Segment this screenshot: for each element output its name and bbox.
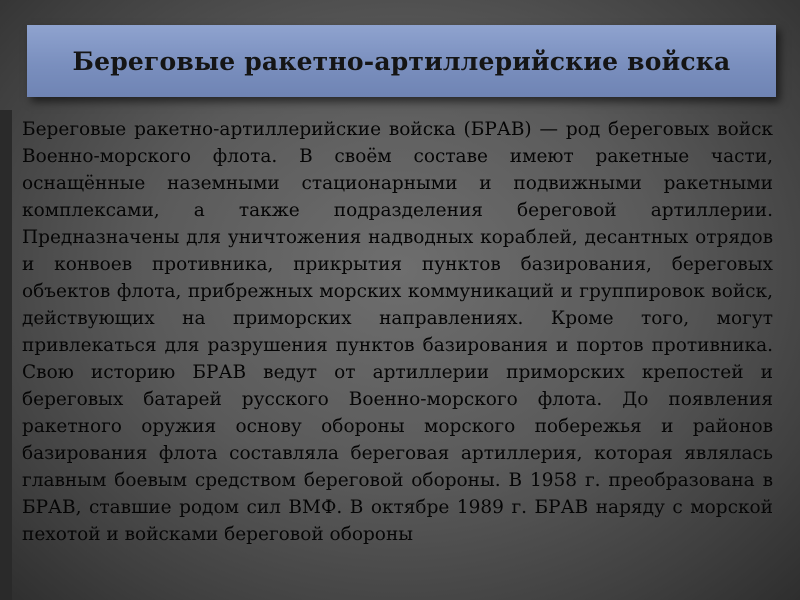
left-accent-bar	[0, 110, 12, 600]
slide-body-text: Береговые ракетно-артиллерийские войска (БРАВ) — род береговых войск Военно-морского флота. В своём составе имеют ракетные части, оснащённые наземными стационарными и подвижными ракетными комплексами, а также подразделения береговой артиллерии. Предназначены для уничтожения надводных кораблей, десантных отрядов и конвоев противника, прикрытия пунктов базирования, береговых объектов флота, прибрежных морских коммуникаций и группировок войск, действующих на приморских направлениях. Кроме того, могут привлекаться для разрушения пунктов базирования и портов противника. Свою историю БРАВ ведут от артиллерии приморских крепостей и береговых батарей русского Военно-морского флота. До появления ракетного оружия основу обороны морского побережья и районов базирования флота составляла береговая артиллерия, которая являлась главным боевым средством береговой обороны. В 1958 г. преобразована в БРАВ, ставшие родом сил ВМФ. В октябре 1989 г. БРАВ наряду с морской пехотой и войсками береговой обороны	[22, 119, 773, 545]
title-banner	[27, 25, 776, 97]
slide-title: Береговые ракетно-артиллерийские войска	[72, 46, 731, 76]
